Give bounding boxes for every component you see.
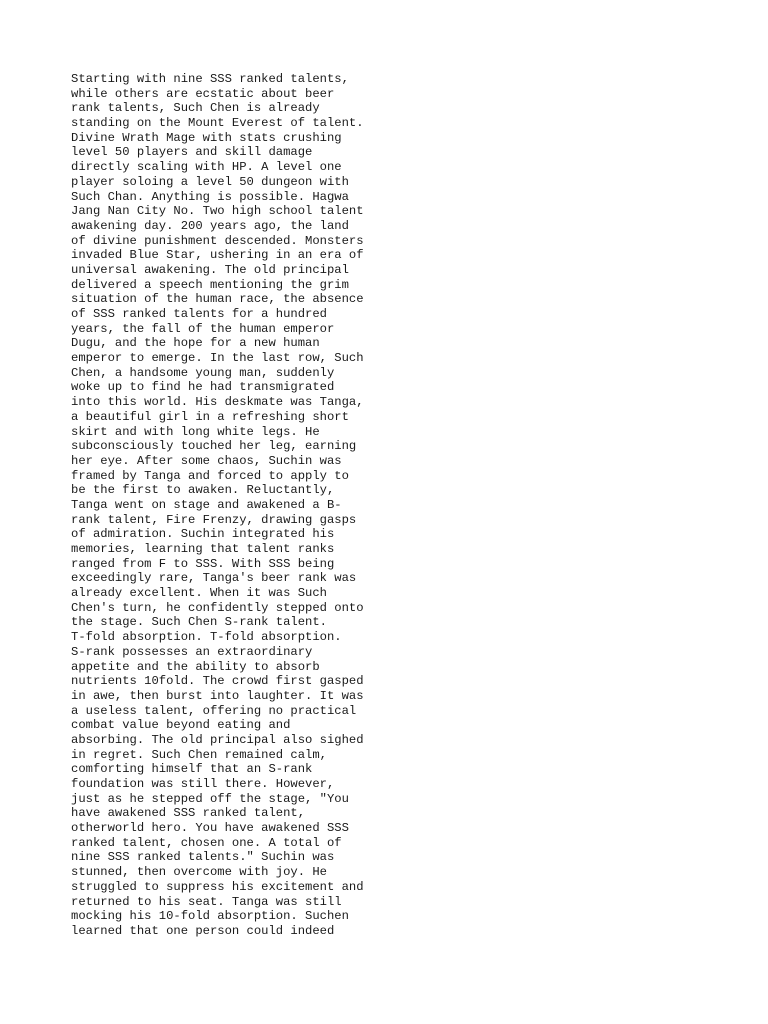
- text-line: of admiration. Suchin integrated his: [71, 527, 335, 542]
- text-line: T-fold absorption. T-fold absorption.: [71, 630, 342, 645]
- text-line: rank talents, Such Chen is already: [71, 101, 320, 116]
- text-line: stunned, then overcome with joy. He: [71, 865, 327, 880]
- text-line: situation of the human race, the absence: [71, 292, 364, 307]
- text-line: appetite and the ability to absorb: [71, 659, 320, 674]
- text-line: Starting with nine SSS ranked talents,: [71, 72, 349, 86]
- text-line: Dugu, and the hope for a new human: [71, 336, 320, 351]
- text-line: nine SSS ranked talents." Suchin was: [71, 850, 335, 865]
- text-line: already excellent. When it was Such: [71, 586, 327, 601]
- text-line: of SSS ranked talents for a hundred: [71, 307, 327, 321]
- text-line: the stage. Such Chen S-rank talent.: [71, 615, 327, 630]
- text-line: skirt and with long white legs. He: [71, 424, 320, 439]
- text-line: just as he stepped off the stage, "You: [71, 791, 349, 806]
- text-line: awakening day. 200 years ago, the land: [71, 218, 349, 233]
- text-line: universal awakening. The old principal: [71, 262, 349, 277]
- text-line: woke up to find he had transmigrated: [71, 380, 335, 395]
- text-line: rank talent, Fire Frenzy, drawing gasps: [71, 512, 357, 527]
- text-line: in awe, then burst into laughter. It was: [71, 688, 364, 703]
- text-line: while others are ecstatic about beer: [71, 86, 335, 101]
- text-line: level 50 players and skill damage: [71, 145, 313, 160]
- text-line: nutrients 10fold. The crowd first gasped: [71, 674, 364, 689]
- text-line: ranged from F to SSS. With SSS being: [71, 556, 335, 571]
- text-line: Tanga went on stage and awakened a B-: [71, 497, 342, 512]
- text-line: learned that one person could indeed: [71, 923, 335, 938]
- text-line: absorbing. The old principal also sighed: [71, 732, 364, 747]
- text-line: Chen's turn, he confidently stepped onto: [71, 600, 364, 615]
- text-line: standing on the Mount Everest of talent.: [71, 116, 364, 131]
- text-line: Divine Wrath Mage with stats crushing: [71, 130, 342, 145]
- text-line: her eye. After some chaos, Suchin was: [71, 453, 342, 468]
- text-line: mocking his 10-fold absorption. Suchen: [71, 909, 349, 924]
- text-line: combat value beyond eating and: [71, 718, 291, 733]
- text-line: memories, learning that talent ranks: [71, 542, 335, 556]
- body-text: [71, 72, 391, 939]
- text-line: a beautiful girl in a refreshing short: [71, 409, 349, 424]
- text-line: have awakened SSS ranked talent,: [71, 806, 306, 821]
- text-line: into this world. His deskmate was Tanga,: [71, 395, 364, 410]
- text-line: invaded Blue Star, ushering in an era of: [71, 248, 364, 263]
- text-line: returned to his seat. Tanga was still: [71, 894, 342, 909]
- text-line: be the first to awaken. Reluctantly,: [71, 483, 335, 498]
- text-line: Such Chan. Anything is possible. Hagwa: [71, 189, 349, 204]
- text-line: a useless talent, offering no practical: [71, 703, 357, 718]
- text-line: Chen, a handsome young man, suddenly: [71, 365, 335, 380]
- text-line: comforting himself that an S-rank: [71, 762, 313, 777]
- text-line: player soloing a level 50 dungeon with: [71, 174, 349, 189]
- text-line: exceedingly rare, Tanga's beer rank was: [71, 571, 357, 586]
- text-line: struggled to suppress his excitement and: [71, 879, 364, 894]
- text-line: foundation was still there. However,: [71, 777, 335, 791]
- text-line: Jang Nan City No. Two high school talent: [71, 204, 364, 219]
- text-line: subconsciously touched her leg, earning: [71, 439, 357, 454]
- text-line: of divine punishment descended. Monsters: [71, 233, 364, 248]
- text-line: delivered a speech mentioning the grim: [71, 277, 349, 292]
- text-line: otherworld hero. You have awakened SSS: [71, 821, 349, 836]
- text-line: years, the fall of the human emperor: [71, 321, 335, 336]
- text-line: in regret. Such Chen remained calm,: [71, 747, 327, 762]
- text-line: directly scaling with HP. A level one: [71, 160, 342, 175]
- text-line: ranked talent, chosen one. A total of: [71, 835, 342, 850]
- text-line: framed by Tanga and forced to apply to: [71, 468, 349, 483]
- text-line: emperor to emerge. In the last row, Such: [71, 351, 364, 366]
- text-line: S-rank possesses an extraordinary: [71, 644, 313, 659]
